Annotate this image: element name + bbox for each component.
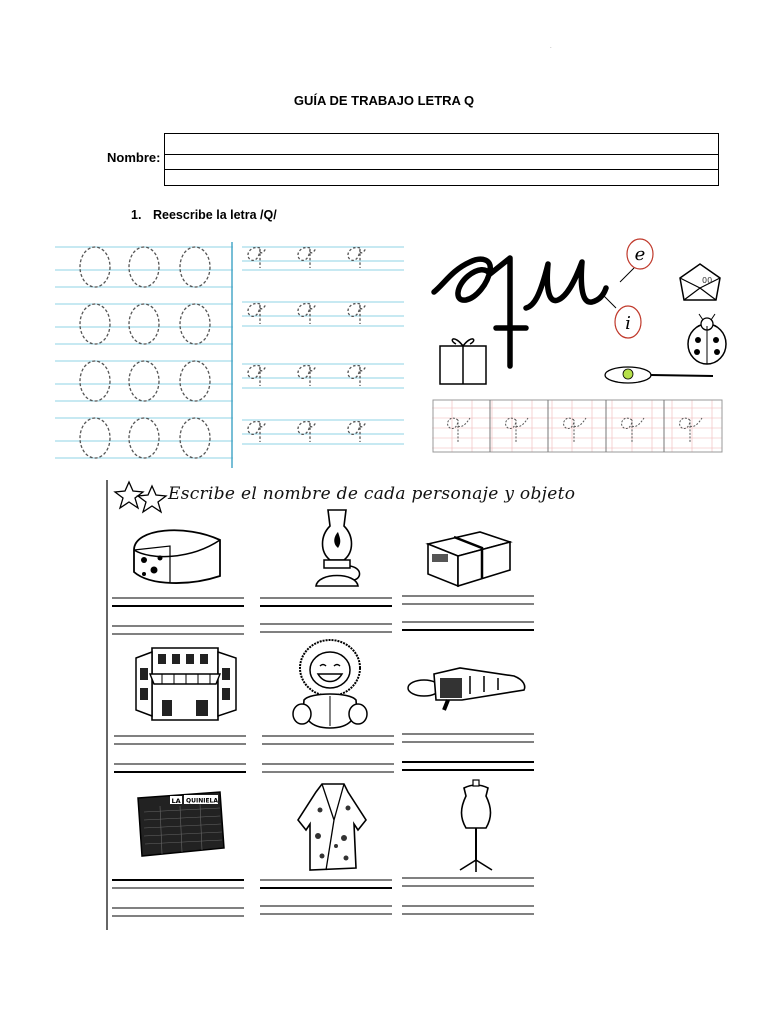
ladybug-icon [684,314,730,366]
box-icon [424,526,514,588]
spoon-icon [603,364,715,386]
instruction-number: 1. [131,208,142,222]
tracing-divider [230,242,234,468]
quiniela-word: QUINIELA [186,797,219,805]
letter-e: e [634,244,646,265]
section2-heading: Escribe el nombre de cada personaje y objeto [168,484,576,504]
tracing-grid-q-oval [55,240,233,468]
name-label: Nombre: [107,150,161,165]
letter-i: i [625,313,631,334]
tracing-grid-cursive-q [242,240,404,468]
cursive-qu-text: qu [550,48,552,49]
svg-text:00: 00 [702,276,713,285]
instruction-text: Reescribe la letra /Q/ [153,208,277,222]
cursive-q-tracing-strip [432,398,724,458]
instruction-1 [131,208,277,222]
quiniela-la: LA [171,797,181,805]
cheese-icon [130,520,226,588]
name-field[interactable] [164,133,719,186]
letter-i-bubble [600,292,648,342]
page-title: GUÍA DE TRABAJO LETRA Q [293,93,475,108]
letter-e-bubble [616,232,660,284]
gift-box-icon [438,332,490,386]
oil-lamp-icon [310,506,364,596]
writing-lines[interactable] [110,594,536,924]
folded-paper-icon [676,262,724,306]
star-icon [114,480,168,514]
